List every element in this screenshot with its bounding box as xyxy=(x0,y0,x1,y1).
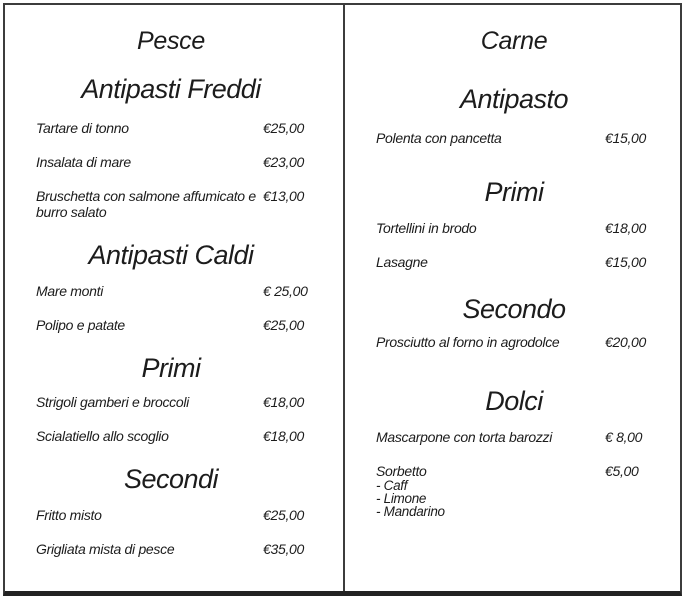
menu-column-pesce xyxy=(5,5,345,591)
item-price: €15,00 xyxy=(605,130,647,146)
menu-item xyxy=(376,429,676,445)
item-name: Mare monti xyxy=(36,283,104,299)
column-title-carne: Carne xyxy=(480,27,548,55)
menu-item xyxy=(36,120,339,136)
item-name: Bruschetta con salmone affumicato e burro salato xyxy=(36,188,256,220)
section-heading: Primi xyxy=(141,353,201,383)
item-variant: - Limone xyxy=(376,491,427,506)
section-heading: Dolci xyxy=(485,386,543,416)
section-items xyxy=(36,120,339,220)
menu-item xyxy=(36,188,339,220)
item-variant: - Caff xyxy=(376,478,408,493)
menu-item xyxy=(36,541,339,557)
item-name: Lasagne xyxy=(376,254,428,270)
menu-column-carne xyxy=(345,5,680,591)
item-price: € 8,00 xyxy=(605,429,643,445)
item-price: €18,00 xyxy=(263,394,305,410)
menu-item xyxy=(376,220,676,236)
item-name: Prosciutto al forno in agrodolce xyxy=(376,334,560,350)
item-price: €18,00 xyxy=(263,428,305,444)
section-heading: Secondo xyxy=(462,294,566,324)
menu-item xyxy=(376,334,676,350)
item-price: €25,00 xyxy=(263,120,305,136)
section-items xyxy=(36,394,339,444)
section-items xyxy=(376,334,676,350)
item-name: Fritto misto xyxy=(36,507,102,523)
section-secondi-pesce xyxy=(36,462,339,557)
menu-item xyxy=(36,317,339,333)
menu-item xyxy=(36,154,339,170)
item-price: €25,00 xyxy=(263,317,305,333)
section-heading: Antipasto xyxy=(459,84,569,114)
menu-item xyxy=(36,394,339,410)
menu-page xyxy=(3,3,682,596)
item-price: €23,00 xyxy=(263,154,305,170)
section-heading: Antipasti Caldi xyxy=(88,240,254,270)
section-antipasto xyxy=(376,82,676,146)
menu-item xyxy=(376,463,676,518)
item-price: €20,00 xyxy=(605,334,647,350)
item-name: Polipo e patate xyxy=(36,317,125,333)
menu-item xyxy=(376,254,676,270)
section-items xyxy=(376,220,676,270)
item-price: €13,00 xyxy=(263,188,305,204)
item-price: €15,00 xyxy=(605,254,647,270)
item-name: Scialatiello allo scoglio xyxy=(36,428,169,444)
item-variant: - Mandarino xyxy=(376,504,445,519)
item-name: Tartare di tonno xyxy=(36,120,129,136)
section-heading: Secondi xyxy=(123,464,219,494)
section-antipasti-caldi xyxy=(36,238,339,333)
item-name: Polenta con pancetta xyxy=(376,130,502,146)
section-primi-carne xyxy=(376,175,676,270)
section-heading: Antipasti Freddi xyxy=(81,74,261,104)
item-name: Grigliata mista di pesce xyxy=(36,541,175,557)
menu-item xyxy=(36,428,339,444)
item-price: €25,00 xyxy=(263,507,305,523)
menu-item xyxy=(36,283,339,299)
item-name: Strigoli gamberi e broccoli xyxy=(36,394,189,410)
item-name: Tortellini in brodo xyxy=(376,220,477,236)
section-heading: Primi xyxy=(484,177,544,207)
section-primi-pesce xyxy=(36,351,339,444)
item-name: Insalata di mare xyxy=(36,154,131,170)
menu-item xyxy=(376,130,676,146)
section-dolci xyxy=(376,384,676,518)
section-secondo-carne xyxy=(376,292,676,350)
section-items xyxy=(36,283,339,333)
item-price: €18,00 xyxy=(605,220,647,236)
item-name-block xyxy=(376,463,605,518)
item-price: €35,00 xyxy=(263,541,305,557)
item-name: Mascarpone con torta barozzi xyxy=(376,429,553,445)
section-antipasti-freddi xyxy=(36,72,339,220)
menu-item xyxy=(36,507,339,523)
section-items xyxy=(376,130,676,146)
item-price: €5,00 xyxy=(605,463,639,479)
section-items xyxy=(376,429,676,518)
item-price: € 25,00 xyxy=(263,283,308,299)
item-name: Sorbetto xyxy=(376,463,427,479)
column-title-pesce: Pesce xyxy=(137,27,205,55)
section-items xyxy=(36,507,339,557)
